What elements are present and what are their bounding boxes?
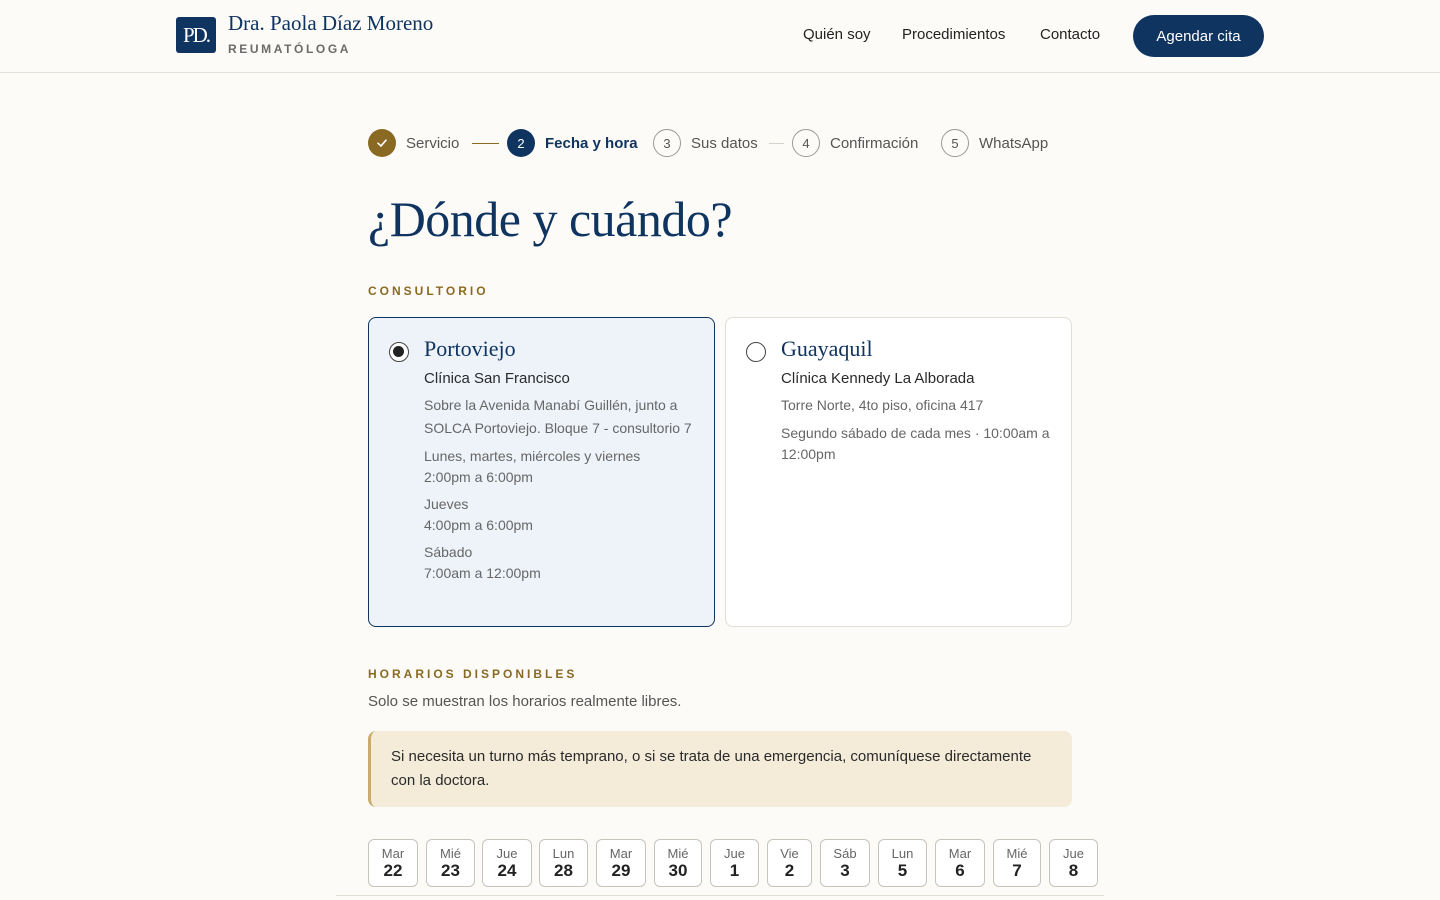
date-weekday: Mar <box>609 846 633 861</box>
schedule-hours: 2:00pm a 6:00pm <box>424 469 533 485</box>
schedule-hours: 7:00am a 12:00pm <box>424 565 541 581</box>
radio-portoviejo[interactable] <box>389 342 409 362</box>
date-chip[interactable] <box>368 839 418 887</box>
step-fecha-y-hora <box>507 129 638 157</box>
date-day: 24 <box>497 861 517 880</box>
step-label: Fecha y hora <box>545 134 638 152</box>
date-chip[interactable] <box>654 839 702 887</box>
location-card-guayaquil[interactable] <box>725 317 1072 627</box>
location-clinic: Clínica Kennedy La Alborada <box>781 370 975 387</box>
horarios-helper-text: Solo se muestran los horarios realmente libres. <box>368 693 682 710</box>
date-chip[interactable] <box>426 839 475 887</box>
brand-subtitle: REUMATÓLOGA <box>228 42 352 56</box>
step-connector <box>472 143 499 144</box>
site-header <box>0 0 1440 73</box>
date-chip[interactable] <box>820 839 870 887</box>
step-label: Sus datos <box>691 134 758 152</box>
step-confirmacion <box>792 129 918 157</box>
date-chip[interactable] <box>935 839 985 887</box>
step-label: WhatsApp <box>979 134 1049 152</box>
schedule-days: Sábado <box>424 544 473 560</box>
date-chip[interactable] <box>710 839 759 887</box>
date-weekday: Jue <box>496 846 518 861</box>
consultorio-label: CONSULTORIO <box>368 284 489 298</box>
date-day: 5 <box>897 861 908 880</box>
location-city: Portoviejo <box>424 336 516 361</box>
date-day: 29 <box>611 861 631 880</box>
step-label: Confirmación <box>830 134 919 152</box>
date-day: 1 <box>729 861 740 880</box>
date-day: 3 <box>840 861 850 880</box>
step-number: 4 <box>792 129 820 157</box>
schedule-entry <box>424 542 699 584</box>
schedule-hours: 4:00pm a 6:00pm <box>424 517 533 533</box>
step-servicio[interactable] <box>368 129 459 157</box>
schedule-days: Jueves <box>424 496 469 512</box>
date-weekday: Vie <box>780 846 799 861</box>
radio-selected-dot <box>393 346 404 357</box>
step-number: 5 <box>941 129 969 157</box>
nav-link-procedimientos[interactable]: Procedimientos <box>902 26 1006 43</box>
step-sus-datos <box>653 129 758 157</box>
location-address: Sobre la Avenida Manabí Guillén, junto a SOLCA Portoviejo. Bloque 7 - consultorio 7 <box>424 397 692 436</box>
date-chip[interactable] <box>539 839 588 887</box>
date-day: 23 <box>441 861 460 880</box>
date-weekday: Jue <box>724 846 745 861</box>
date-weekday: Mié <box>667 846 689 861</box>
divider <box>336 895 1104 896</box>
location-clinic: Clínica San Francisco <box>424 370 570 387</box>
date-day: 8 <box>1068 861 1079 880</box>
date-day: 2 <box>784 861 795 880</box>
nav-link-contacto[interactable]: Contacto <box>1040 26 1101 43</box>
date-day: 22 <box>383 861 403 880</box>
date-chip[interactable] <box>878 839 927 887</box>
schedule-entry <box>781 423 1056 465</box>
location-details <box>424 394 699 590</box>
location-details <box>781 394 1056 471</box>
date-day: 28 <box>554 861 573 880</box>
horarios-label: HORARIOS DISPONIBLES <box>368 667 578 681</box>
date-weekday: Jue <box>1063 846 1084 861</box>
date-weekday: Mar <box>948 846 972 861</box>
date-chip[interactable] <box>482 839 532 887</box>
step-whatsapp <box>941 129 1048 157</box>
date-day: 6 <box>955 861 965 880</box>
logo-monogram[interactable]: PD. <box>176 17 216 53</box>
check-icon <box>368 129 396 157</box>
date-weekday: Lun <box>552 846 575 861</box>
page-title: ¿Dónde y cuándo? <box>368 191 733 247</box>
step-number: 2 <box>507 129 535 157</box>
emergency-notice <box>368 731 1072 807</box>
notice-text: Si necesita un turno más temprano, o si se trata de una emergencia, comuníquese directamente con la doctora. <box>391 748 1032 789</box>
step-label: Servicio <box>406 134 460 152</box>
date-weekday: Mar <box>381 846 405 861</box>
agendar-cita-button[interactable]: Agendar cita <box>1133 15 1264 57</box>
location-address: Torre Norte, 4to piso, oficina 417 <box>781 397 984 413</box>
date-day: 30 <box>668 861 688 880</box>
nav-link-quien-soy[interactable]: Quién soy <box>803 26 871 43</box>
schedule-entry <box>424 446 699 488</box>
date-chip[interactable] <box>993 839 1041 887</box>
date-weekday: Sáb <box>833 846 857 861</box>
date-day: 7 <box>1012 861 1022 880</box>
date-chip[interactable] <box>767 839 812 887</box>
booking-stepper <box>368 129 1068 157</box>
schedule-days: Segundo sábado de cada mes · 10:00am a 12:00pm <box>781 425 1050 462</box>
date-weekday: Lun <box>891 846 914 861</box>
step-connector <box>769 143 784 144</box>
radio-guayaquil[interactable] <box>746 342 766 362</box>
brand-name[interactable]: Dra. Paola Díaz Moreno <box>228 11 434 35</box>
date-chip[interactable] <box>596 839 646 887</box>
date-chip[interactable] <box>1049 839 1098 887</box>
schedule-days: Lunes, martes, miércoles y viernes <box>424 448 641 464</box>
date-weekday: Mié <box>1006 846 1028 861</box>
schedule-entry <box>424 494 699 536</box>
date-weekday: Mié <box>440 846 461 861</box>
step-number: 3 <box>653 129 681 157</box>
location-city: Guayaquil <box>781 336 873 361</box>
location-card-portoviejo[interactable] <box>368 317 715 627</box>
